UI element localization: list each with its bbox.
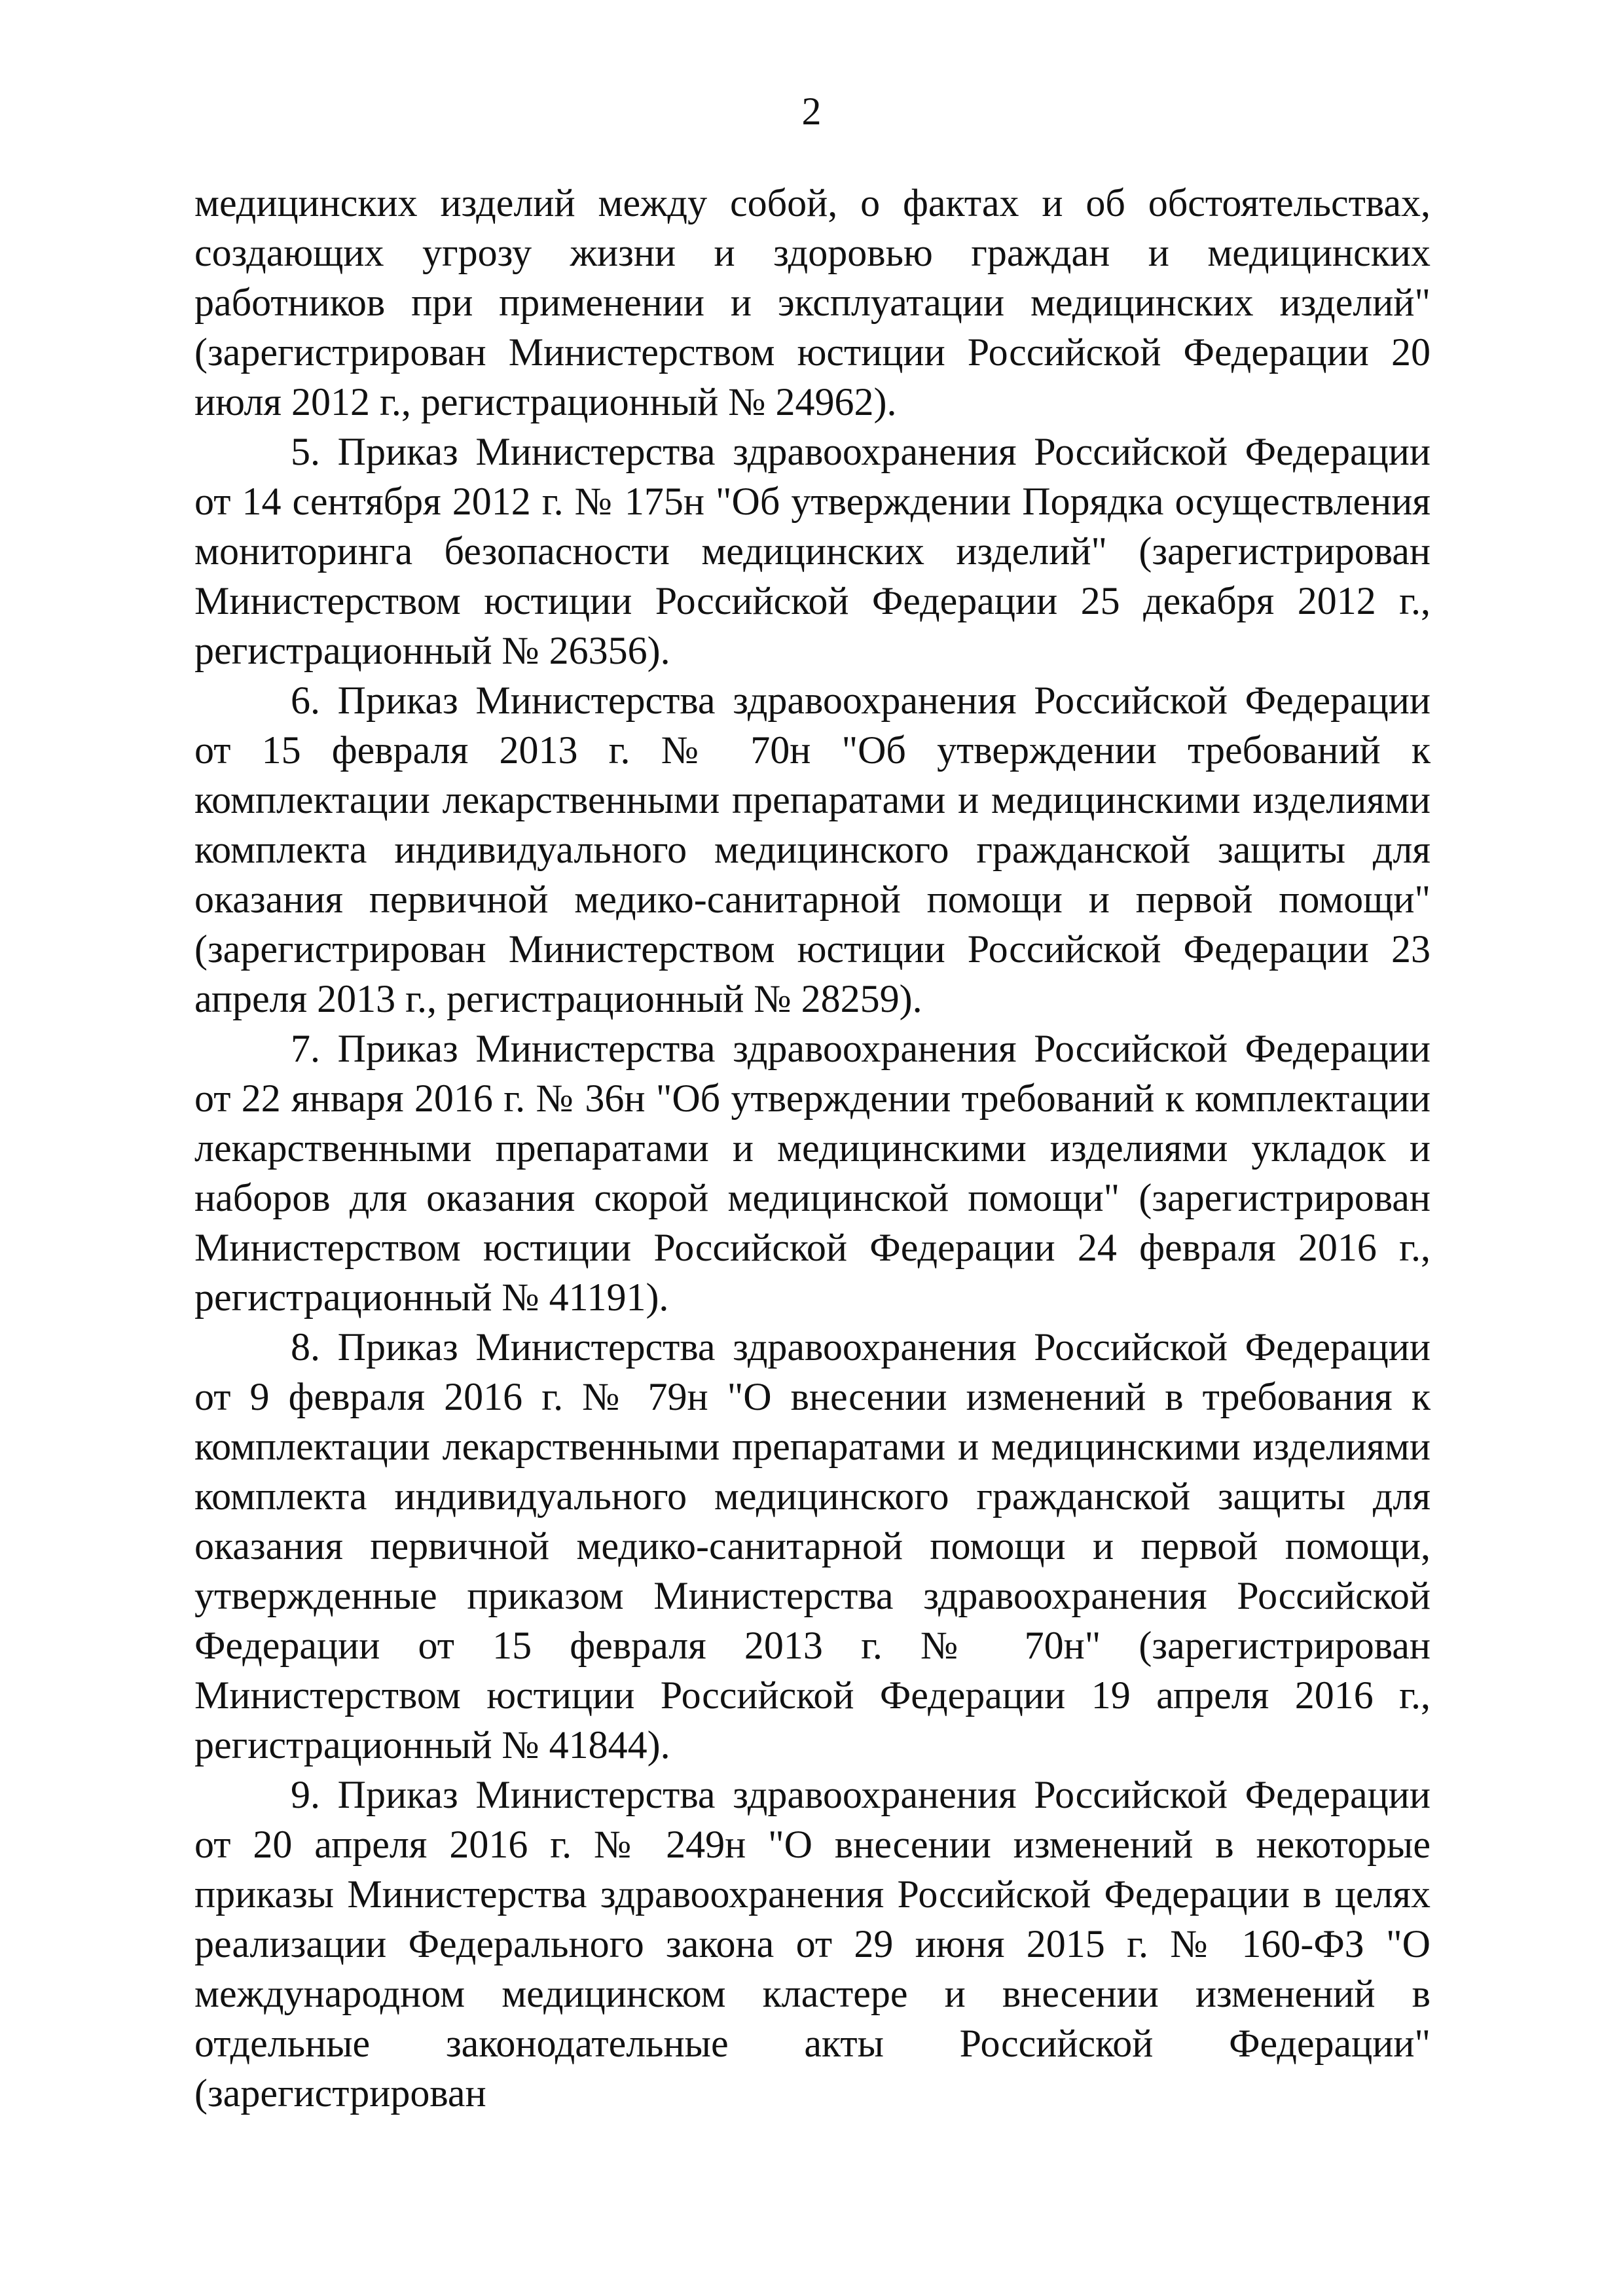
paragraph-item-8: 8. Приказ Министерства здравоохранения Российской Федерации от 9 февраля 2016 г. № 79н "О внесении изменений в требования к комплектации лекарственными препаратами и медицинскими изделиями комплекта индивидуального медицинского гражданской защиты для оказания первичной медико-санитарной помощи и первой помощи, утвержденные приказом Министерства здравоохранения Российской Федерации от 15 февраля 2013 г. № 70н" (зарегистрирован Министерством юстиции Российской Федерации 19 апреля 2016 г., регистрационный № 41844). bbox=[194, 1325, 1431, 1767]
page-number: 2 bbox=[801, 90, 822, 133]
paragraph-item-7: 7. Приказ Министерства здравоохранения Российской Федерации от 22 января 2016 г. № 36н "Об утверждении требований к комплектации лекарственными препаратами и медицинскими изделиями укладок и наборов для оказания скорой медицинской помощи" (зарегистрирован Министерством юстиции Российской Федерации 24 февраля 2016 г., регистрационный № 41191). bbox=[194, 1027, 1431, 1319]
paragraph-item-9: 9. Приказ Министерства здравоохранения Российской Федерации от 20 апреля 2016 г. № 249н "О внесении изменений в некоторые приказы Министерства здравоохранения Российской Федерации в целях реализации Федерального закона от 29 июня 2015 г. № 160-ФЗ "О международном медицинском кластере и внесении изменений в отдельные законодательные акты Российской Федерации" (зарегистрирован bbox=[194, 1773, 1431, 2115]
paragraph-item-6: 6. Приказ Министерства здравоохранения Российской Федерации от 15 февраля 2013 г. № 70н "Об утверждении требований к комплектации лекарственными препаратами и медицинскими изделиями комплекта индивидуального медицинского гражданской защиты для оказания первичной медико-санитарной помощи и первой помощи" (зарегистрирован Министерством юстиции Российской Федерации 23 апреля 2013 г., регистрационный № 28259). bbox=[194, 679, 1431, 1020]
paragraph-continuation: медицинских изделий между собой, о фактах и об обстоятельствах, создающих угрозу жизни и здоровью граждан и медицинских работников при применении и эксплуатации медицинских изделий" (зарегистрирован Министерством юстиции Российской Федерации 20 июля 2012 г., регистрационный № 24962). bbox=[194, 181, 1431, 423]
paragraph-item-5: 5. Приказ Министерства здравоохранения Российской Федерации от 14 сентября 2012 г. № 175н "Об утверждении Порядка осуществления мониторинга безопасности медицинских изделий" (зарегистрирован Министерством юстиции Российской Федерации 25 декабря 2012 г., регистрационный № 26356). bbox=[194, 430, 1431, 672]
document-body bbox=[194, 178, 1431, 2118]
